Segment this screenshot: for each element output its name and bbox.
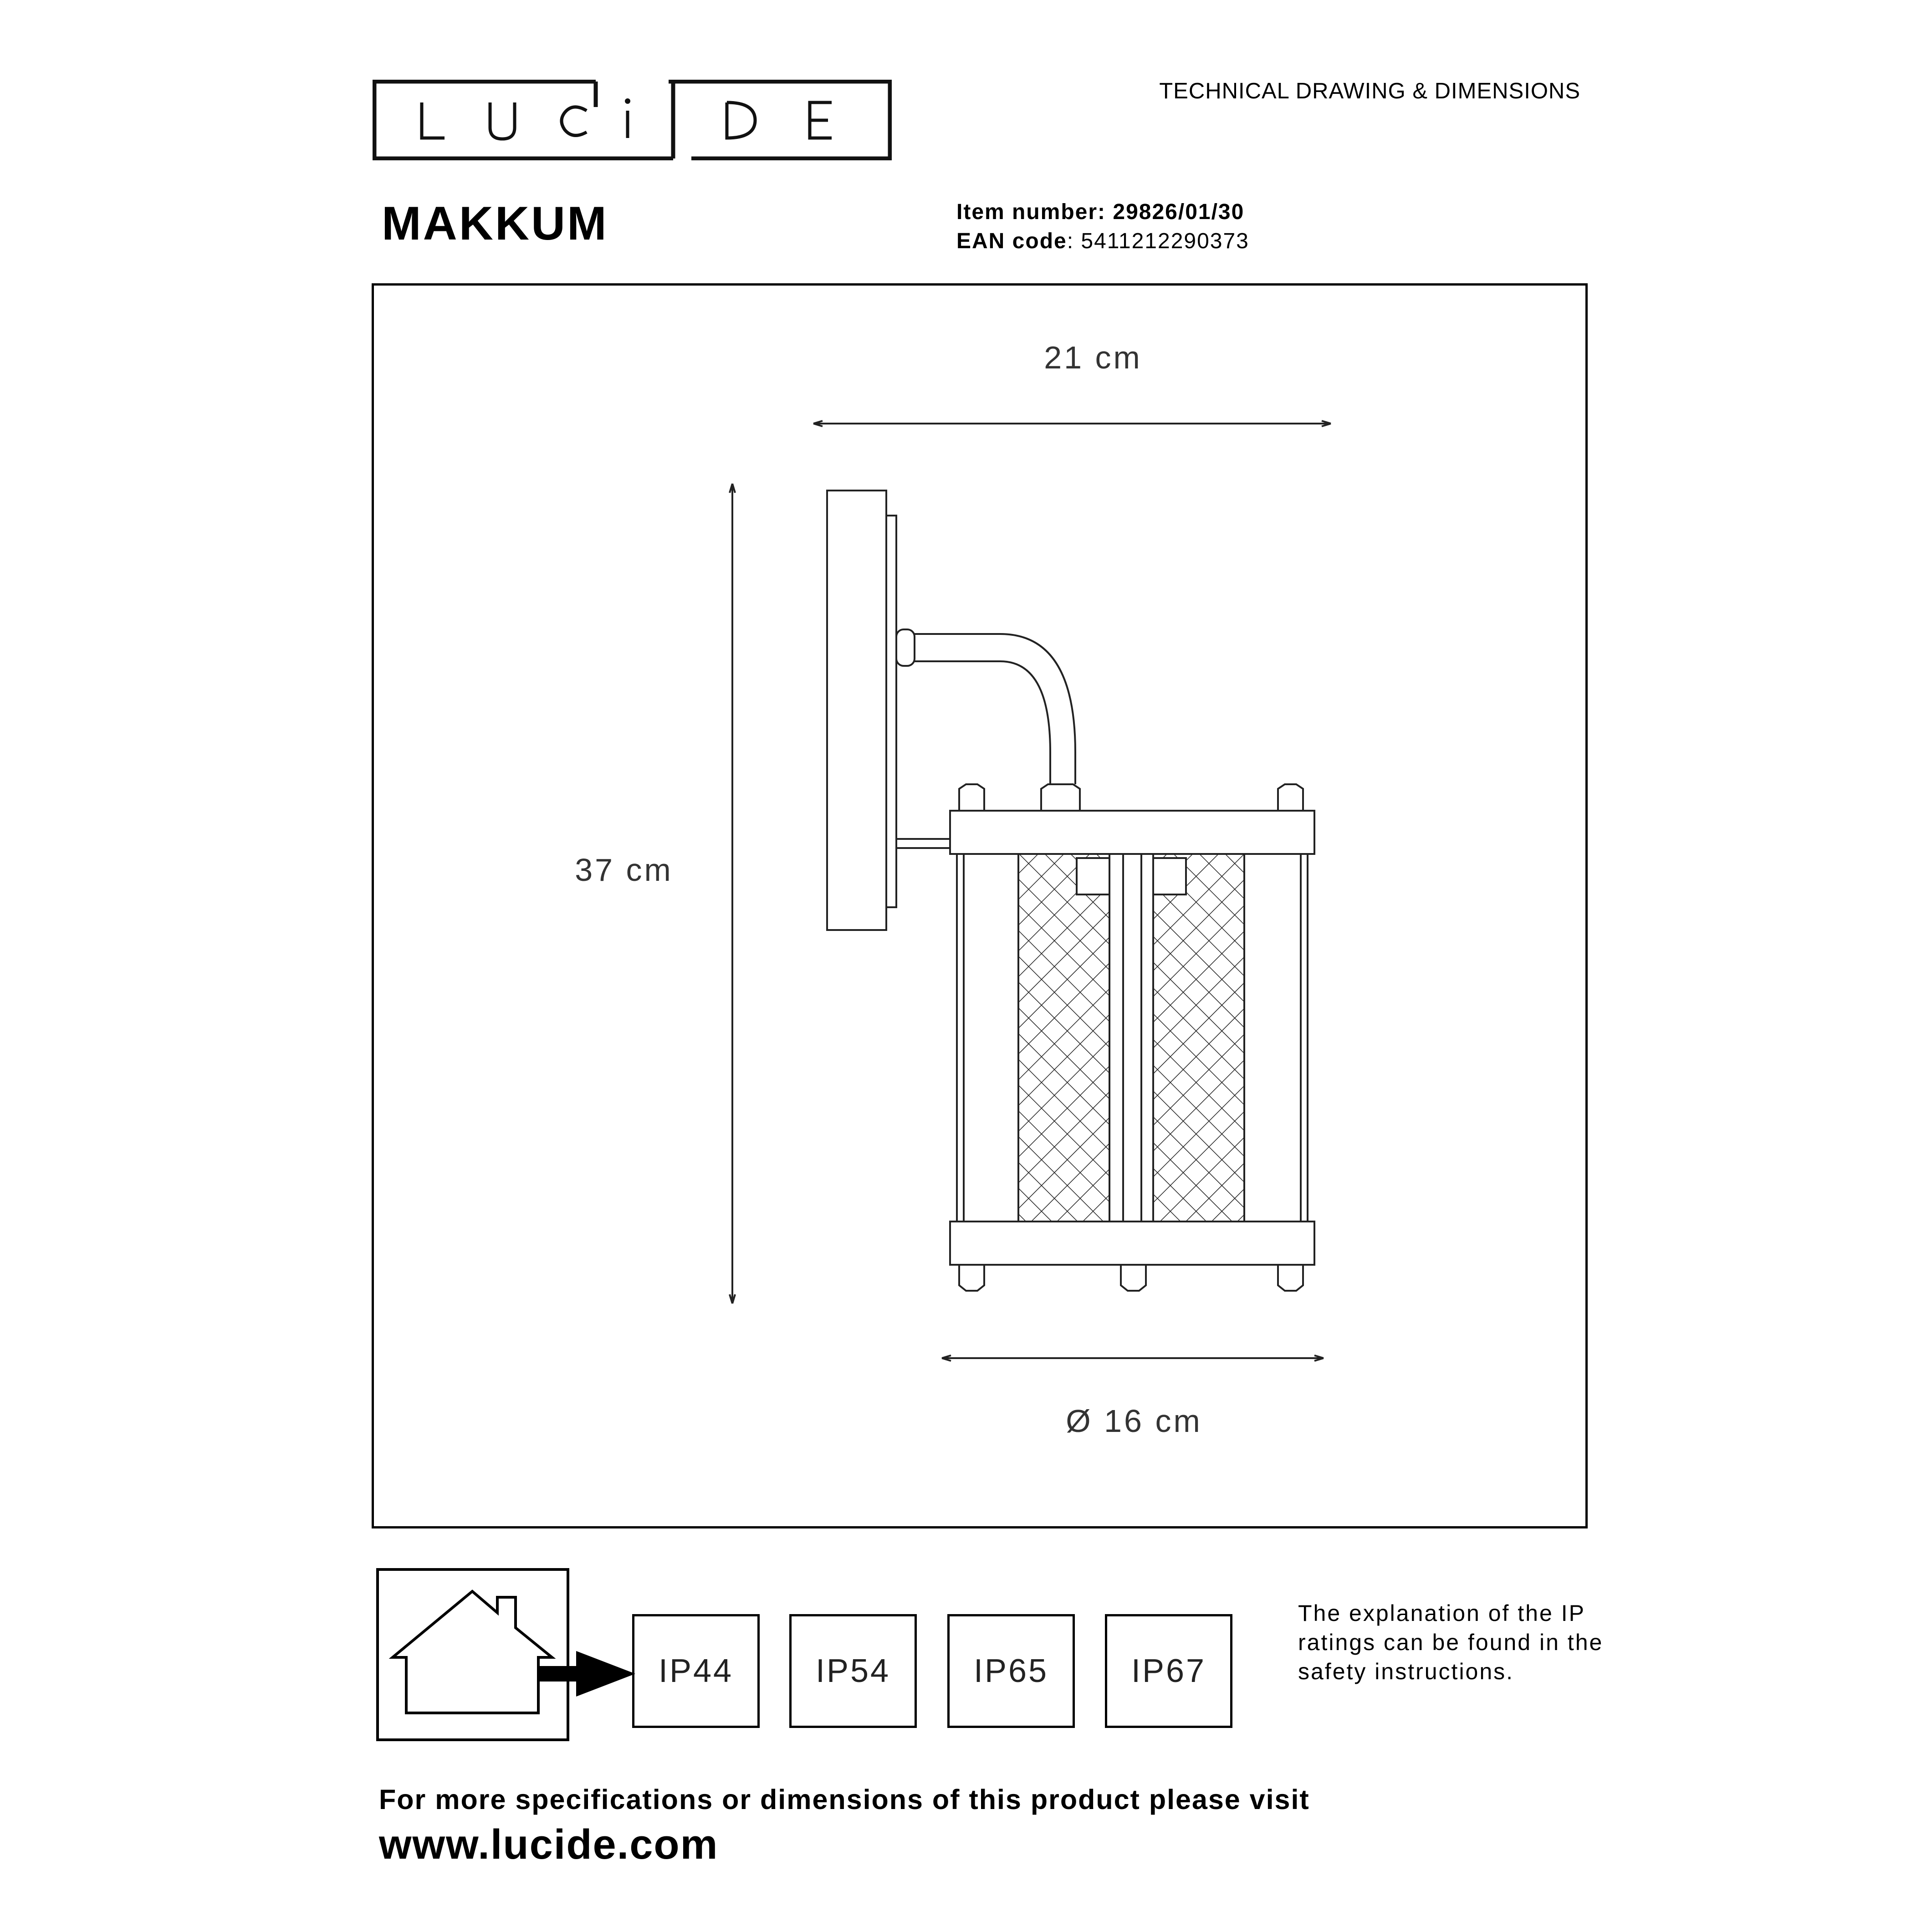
ip-rating-box: IP67 — [1105, 1614, 1232, 1728]
ean-code: EAN code: 5411212290373 — [956, 229, 1249, 253]
house-icon — [379, 1571, 567, 1738]
lucide-logo — [373, 80, 892, 160]
item-number-label: Item number: — [956, 200, 1106, 224]
product-name: MAKKUM — [382, 197, 608, 250]
ip-rating-box: IP65 — [947, 1614, 1075, 1728]
width-dimension-label: 21 cm — [1044, 340, 1142, 375]
height-dimension-label: 37 cm — [575, 852, 673, 888]
ip-rating-box: IP44 — [632, 1614, 760, 1728]
arrow-right-icon — [540, 1649, 635, 1699]
lamp-arm — [915, 634, 1075, 784]
ean-value: 5411212290373 — [1081, 229, 1249, 253]
mesh-panel-right — [1153, 854, 1244, 1222]
technical-drawing — [372, 283, 1588, 1528]
wall-plate — [827, 491, 886, 930]
item-number-value: 29826/01/30 — [1113, 200, 1245, 224]
item-number — [956, 199, 1244, 225]
ip-rating-box: IP54 — [789, 1614, 917, 1728]
footer-url-link[interactable]: www.lucide.com — [379, 1821, 719, 1868]
ip-explanation-note: The explanation of the IP ratings can be found in the safety instructions. — [1298, 1600, 1604, 1684]
document-type: TECHNICAL DRAWING & DIMENSIONS — [1159, 79, 1580, 103]
diameter-dimension-label: Ø 16 cm — [1066, 1403, 1202, 1439]
footer-text: For more specifications or dimensions of this product please visit — [379, 1784, 1310, 1815]
lantern-top-cap — [950, 811, 1314, 854]
ean-label: EAN code — [956, 229, 1067, 253]
lantern-bottom-cap — [950, 1222, 1314, 1265]
mesh-panel-left — [1018, 854, 1109, 1222]
